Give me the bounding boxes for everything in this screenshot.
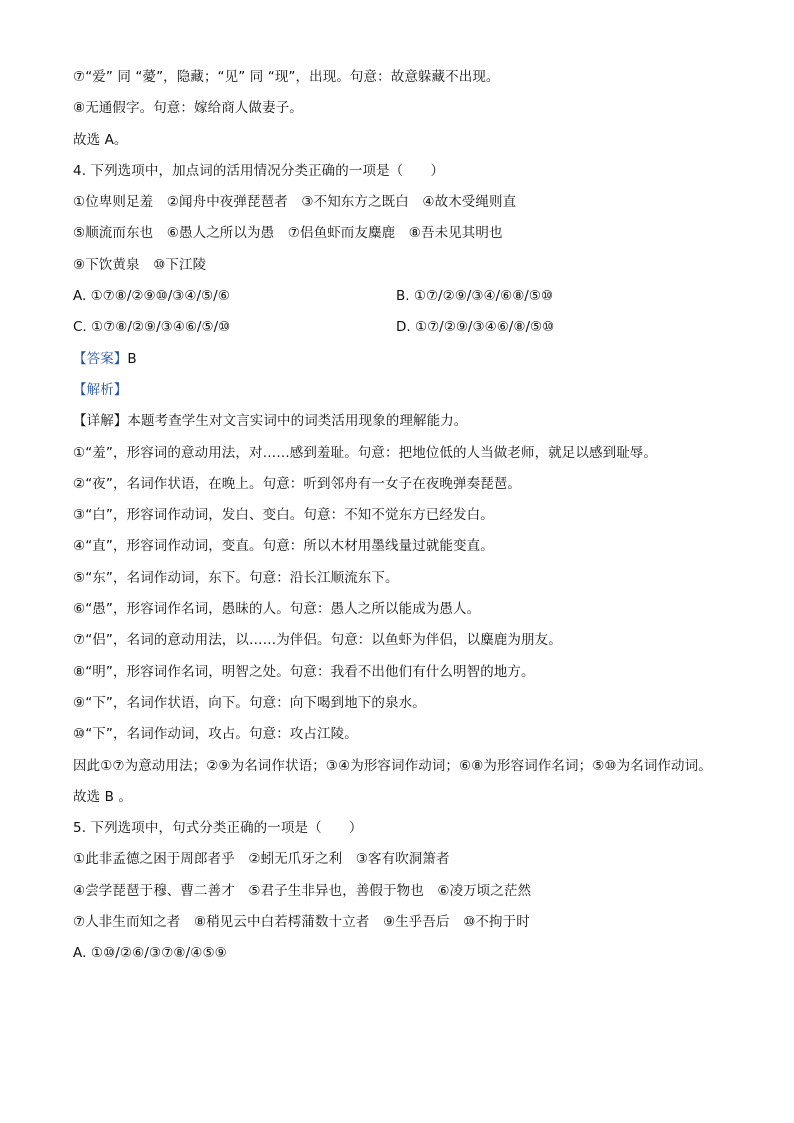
text-line: ⑧无通假字。句意：嫁给商人做妻子。 (73, 100, 303, 117)
text-line: ⑦“爱” 同 “薆”，隐藏；“见” 同 “现”，出现。句意：故意躲藏不出现。 (73, 69, 500, 85)
summary-paragraph: 因此①⑦为意动用法；②⑨为名词作状语；③④为形容词作动词；⑥⑧为形容词作名词；⑤⑩为名词作动词。 (73, 757, 712, 774)
detail-line (73, 406, 733, 437)
explanation-line: ⑩“下”，名词作动词，攻占。句意：攻占江陵。 (73, 726, 358, 743)
question-5-stem: 5. 下列选项中，句式分类正确的一项是（ ） (73, 820, 363, 837)
question-4-item-line: ⑤顺流而东也 ⑥愚人之所以为愚 ⑦侣鱼虾而友麋鹿 ⑧吾未见其明也 (73, 225, 503, 242)
text-line: 故选 A。 (73, 131, 128, 148)
option-b: B. ①⑦/②⑨/③④/⑥⑧/⑤⑩ (396, 288, 554, 305)
detail-text: 本题考查学生对文言实词中的词类活用现象的理解能力。 (127, 413, 468, 430)
explanation-line: ⑤“东”，名词作动词，东下。句意：沿长江顺流东下。 (73, 569, 399, 586)
analysis-tag: 【解析】 (73, 381, 128, 398)
question-5-item-line: ④尝学琵琶于穆、曹二善才 ⑤君子生非异也，善假于物也 ⑥凌万顷之茫然 (73, 882, 532, 899)
explanation-line: ⑦“侣”，名词的意动用法，以……为伴侣。句意：以鱼虾为伴侣，以麋鹿为朋友。 (73, 632, 562, 649)
question-5-option-a: A. ①⑩/②⑥/③⑦⑧/④⑤⑨ (73, 945, 227, 962)
explanation-line: ④“直”，形容词作动词，变直。句意：所以木材用墨线量过就能变直。 (73, 538, 494, 555)
question-4-options-row-2 (73, 312, 733, 343)
option-a: A. ①⑦⑧/②⑨⑩/③④/⑤/⑥ (73, 288, 230, 305)
document-page (73, 62, 733, 970)
explanation-line: ②“夜”，名词作状语，在晚上。句意：听到邻舟有一女子在夜晚弹奏琵琶。 (73, 475, 521, 492)
question-4-item-line: ⑨下饮黄泉 ⑩下江陵 (73, 256, 207, 273)
explanation-line: ③“白”，形容词作动词，发白、变白。句意：不知不觉东方已经发白。 (73, 507, 494, 524)
explanation-line: ①“羞”，形容词的意动用法，对……感到羞耻。句意：把地位低的人当做老师，就足以感到耻辱。 (73, 444, 657, 461)
detail-tag: 【详解】 (73, 413, 128, 430)
answer-line (73, 344, 733, 375)
analysis-line (73, 375, 733, 406)
answer-value: B (127, 350, 137, 367)
answer-tag: 【答案】 (73, 350, 128, 367)
explanation-line: ⑥“愚”，形容词作名词，愚昧的人。句意：愚人之所以能成为愚人。 (73, 601, 481, 618)
explanation-line: ⑨“下”，名词作状语，向下。句意：向下喝到地下的泉水。 (73, 694, 426, 711)
question-5-item-line: ⑦人非生而知之者 ⑧稍见云中白若樗蒲数十立者 ⑨生乎吾后 ⑩不拘于时 (73, 914, 530, 931)
conclusion-line: 故选 B 。 (73, 788, 132, 805)
question-4-options-row-1 (73, 281, 733, 312)
question-4-stem: 4. 下列选项中，加点词的活用情况分类正确的一项是（ ） (73, 162, 445, 179)
explanation-line: ⑧“明”，形容词作名词，明智之处。句意：我看不出他们有什么明智的地方。 (73, 663, 535, 680)
question-5-item-line: ①此非孟德之困于周郎者乎 ②蚓无爪牙之利 ③客有吹洞箫者 (73, 851, 450, 868)
option-d: D. ①⑦/②⑨/③④⑥/⑧/⑤⑩ (396, 319, 555, 336)
question-4-item-line: ①位卑则足羞 ②闻舟中夜弹琵琶者 ③不知东方之既白 ④故木受绳则直 (73, 194, 517, 211)
option-c: C. ①⑦⑧/②⑨/③④⑥/⑤/⑩ (73, 319, 231, 336)
